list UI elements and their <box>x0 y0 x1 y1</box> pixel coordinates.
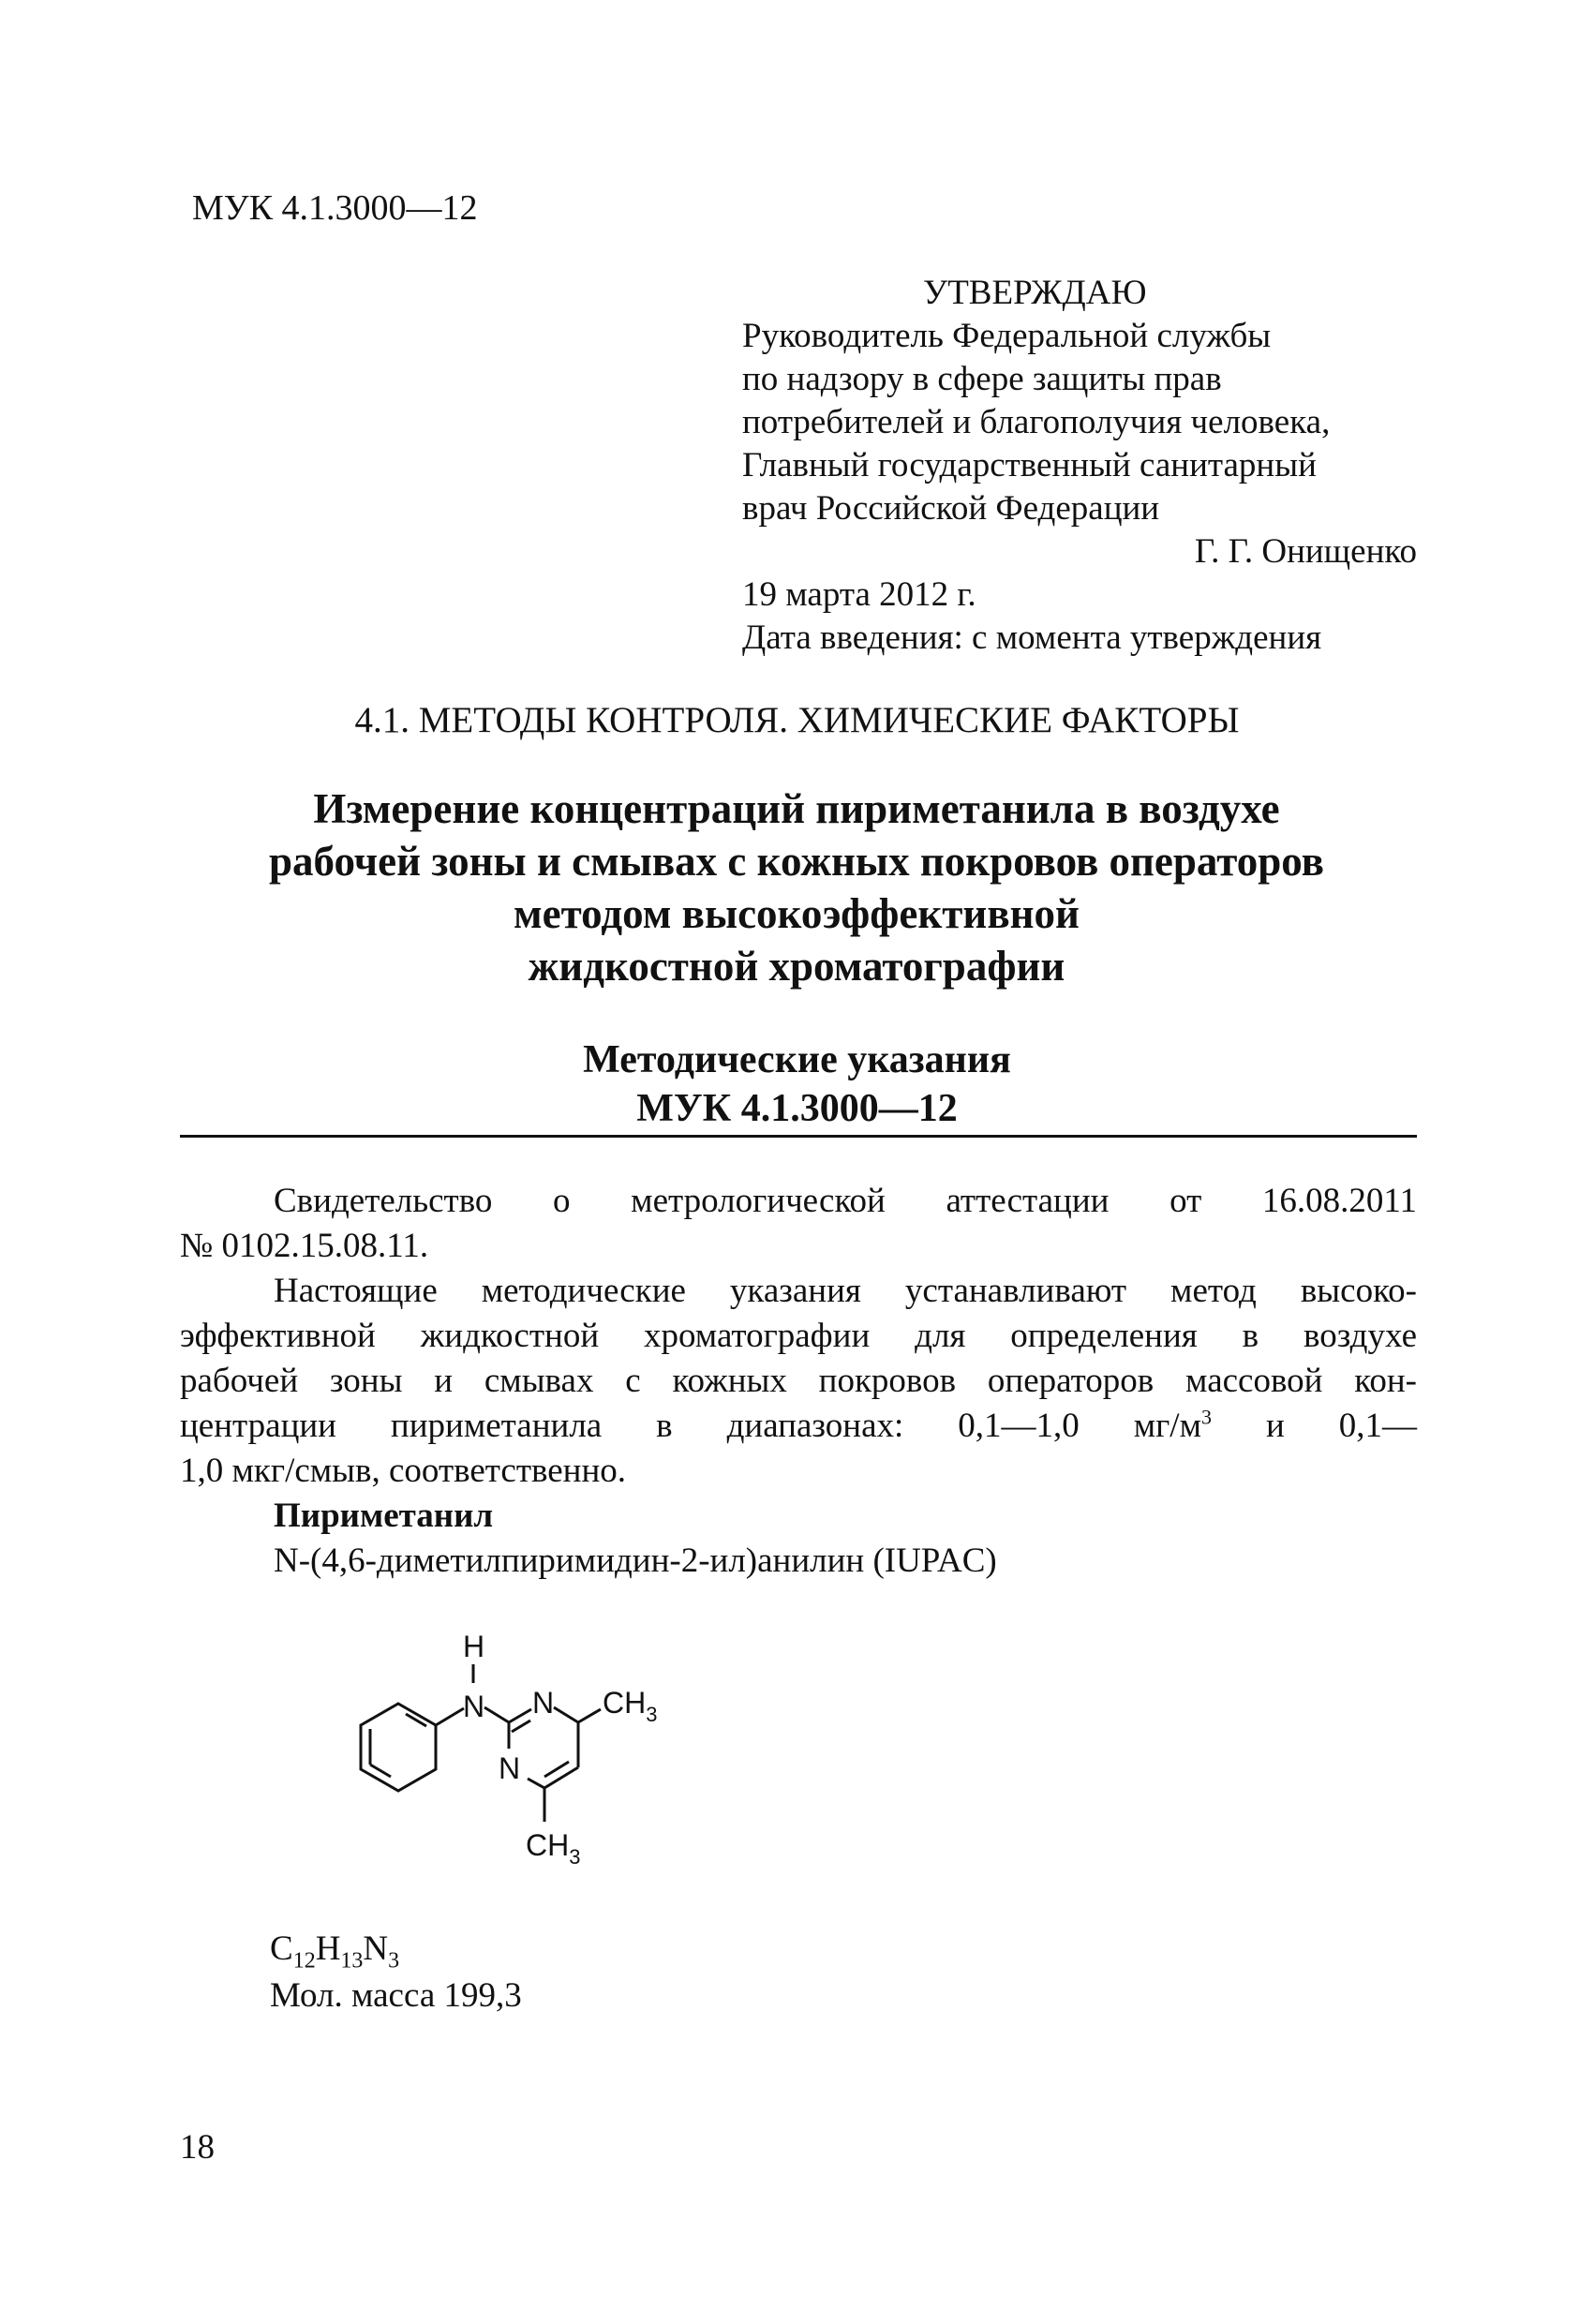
document-type-code: МУК 4.1.3000—12 <box>636 1087 958 1130</box>
pyrimidine-bond <box>554 1707 578 1722</box>
formula-c-count: 12 <box>292 1948 316 1974</box>
title-line: жидкостной хроматографии <box>528 943 1065 990</box>
methyl-top-ch: CH <box>603 1686 647 1720</box>
approval-line: Главный государственный санитарный <box>742 446 1317 484</box>
methyl-bottom-ch: CH <box>526 1828 570 1862</box>
approval-line: потребителей и благополучия человека, <box>742 403 1331 441</box>
title-line: Измерение концентраций пириметанила в воздухе <box>313 785 1280 832</box>
body-text <box>180 1179 1417 1584</box>
atom-h: H <box>463 1630 485 1663</box>
bond-benzene-nh <box>436 1708 464 1725</box>
divider-rule <box>180 1135 1417 1138</box>
range-end-line: 1,0 мкг/смыв, соответственно. <box>180 1452 627 1490</box>
document-title <box>141 782 1452 992</box>
document-code-header: МУК 4.1.3000—12 <box>192 188 478 228</box>
pyrimidine-bond <box>528 1779 544 1788</box>
formula-n-count: 3 <box>388 1948 400 1974</box>
molecular-formula-block <box>270 1926 522 2019</box>
methyl-bottom-subscript: 3 <box>569 1845 581 1869</box>
benzene-double-bond <box>406 1714 426 1726</box>
document-type <box>0 1035 1594 1133</box>
atom-n: N <box>499 1751 521 1785</box>
intro-line: Настоящие методические указания устанавливают метод высоко- <box>274 1272 1417 1310</box>
range-text-end: и 0,1— <box>1212 1407 1417 1445</box>
document-type-label: Методические указания <box>583 1038 1011 1081</box>
benzene-ring <box>361 1704 436 1791</box>
atom-n: N <box>463 1690 485 1723</box>
title-line: рабочей зоны и смывах с кожных покровов операторов <box>269 838 1324 885</box>
formula-n: N <box>363 1929 389 1968</box>
certificate-line: Свидетельство о метрологической аттестации от 16.08.2011 <box>274 1182 1417 1220</box>
bond-nh-pyrimidine <box>484 1707 509 1722</box>
methyl-top-subscript: 3 <box>646 1703 658 1726</box>
range-text: центрации пириметанила в диапазонах: 0,1—1,0 мг/м <box>180 1407 1202 1445</box>
approval-effective-date: Дата введения: с момента утверждения <box>742 618 1322 657</box>
atom-n: N <box>532 1686 555 1720</box>
cubic-superscript: 3 <box>1201 1405 1213 1429</box>
formula-h: H <box>315 1929 341 1968</box>
methyl-top <box>603 1686 657 1726</box>
structural-formula-diagram <box>286 1610 726 1919</box>
section-heading: 4.1. МЕТОДЫ КОНТРОЛЯ. ХИМИЧЕСКИЕ ФАКТОРЫ <box>354 700 1240 740</box>
approval-line: врач Российской Федерации <box>742 489 1160 528</box>
pyrimidine-bond <box>544 1767 578 1788</box>
substance-name: Пириметанил <box>274 1497 494 1535</box>
iupac-name: N-(4,6-диметилпиримидин-2-ил)анилин (IUPAC) <box>274 1542 997 1580</box>
approval-line: по надзору в сфере защиты прав <box>742 360 1222 398</box>
molecular-mass: Мол. масса 199,3 <box>270 1976 522 2015</box>
page-number: 18 <box>180 2128 215 2167</box>
approval-date: 19 марта 2012 г. <box>742 575 976 614</box>
approval-block <box>742 272 1417 660</box>
approval-signatory: Г. Г. Онищенко <box>1194 532 1417 571</box>
molecular-formula <box>270 1926 522 1973</box>
formula-c: C <box>270 1929 293 1968</box>
intro-line: эффективной жидкостной хроматографии для определения в воздухе <box>180 1317 1417 1355</box>
methyl-bottom <box>526 1828 580 1869</box>
bond-methyl-top <box>578 1709 601 1722</box>
pyrimidine-double-bond <box>512 1721 530 1732</box>
range-line <box>180 1404 1417 1449</box>
formula-h-count: 13 <box>340 1948 364 1974</box>
title-line: методом высокоэффективной <box>514 890 1080 937</box>
approval-heading: УТВЕРЖДАЮ <box>923 274 1147 312</box>
certificate-number: № 0102.15.08.11. <box>180 1227 429 1265</box>
approval-line: Руководитель Федеральной службы <box>742 317 1272 355</box>
intro-line: рабочей зоны и смывах с кожных покровов операторов массовой кон- <box>180 1362 1417 1400</box>
